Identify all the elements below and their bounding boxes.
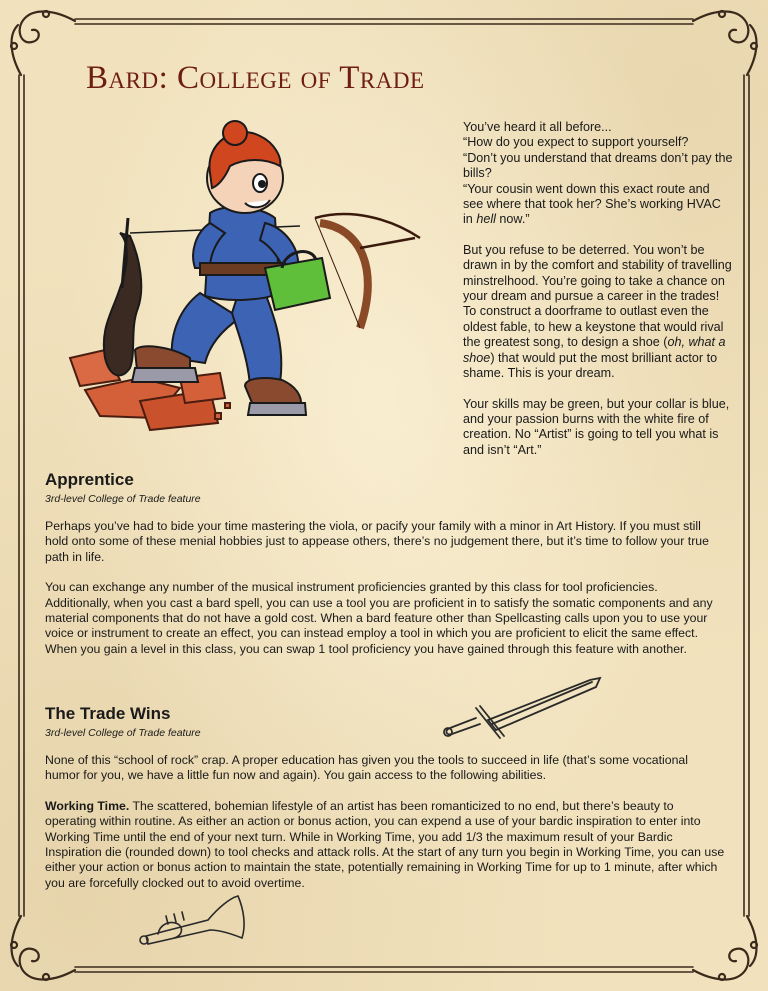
page-title: Bard: College of Trade xyxy=(86,60,425,96)
trade-wins-section xyxy=(45,704,725,906)
section-heading: The Trade Wins xyxy=(45,704,171,723)
corner-flourish-icon xyxy=(693,916,757,980)
intro-text-part: ) that would put the most brilliant actor to shame. This is your dream. xyxy=(463,350,718,381)
intro-line: You’ve heard it all before... xyxy=(463,120,612,134)
intro-text xyxy=(463,120,733,473)
working-time-paragraph xyxy=(45,799,725,891)
section-subtitle: 3rd-level College of Trade feature xyxy=(45,727,201,739)
section-subtitle: 3rd-level College of Trade feature xyxy=(45,493,201,505)
intro-quotes xyxy=(463,120,733,228)
intro-line: “How do you expect to support yourself? xyxy=(463,135,689,150)
crossbow xyxy=(315,214,420,328)
intro-line xyxy=(463,182,733,228)
intro-paragraph xyxy=(463,243,733,382)
character-head xyxy=(207,121,283,213)
section-paragraph: Perhaps you’ve had to bide your time mastering the viola, or pacify your family with a minor in Art History. If you must still hold onto some of these menial hobbies just to appease others, there’s no judgement there, but it’s time to follow your true path in life. xyxy=(45,519,709,564)
section-heading: Apprentice xyxy=(45,470,134,489)
intro-emphasis: oh, what a shoe xyxy=(463,335,726,365)
working-time-text: The scattered, bohemian lifestyle of an artist has been romanticized to no end, but there’s beauty to operating within routine. As either an action or bonus action, you can expend a use of your bardic inspiration to enter into Working Time until the end of your next turn. While in Working Time, you add 1/3 the maximum result of your Bardic Inspiration die (rounded down) to tool checks and attack rolls. At the start of any turn you begin in Working Time, you can use either your action or bonus action to maintain the state, potentially remaining in Working Time for up to 1 minute, after which you are forcefully clocked out to avoid overtime. xyxy=(45,798,725,890)
intro-paragraph: Your skills may be green, but your collar is blue, and your passion burns with the white fire of creation. No “Artist” is going to tell you what is and isn’t “Art.” xyxy=(463,396,730,457)
corner-flourish-icon xyxy=(693,11,757,75)
section-paragraph: You can exchange any number of the musical instrument proficiencies granted by this class for tool proficiencies. Additionally, when you cast a bard spell, you can use a tool you are proficient in to satisfy the somatic components and any material components that do not have a gold cost. When a bard feature other than Spellcasting calls upon you to use your voice or instrument to create an effect, you can instead employ a tool in which you are proficient to elicit the same effect. When you gain a level in this class, you can swap 1 tool proficiency you have gained through this feature with another. xyxy=(45,580,713,656)
corner-flourish-icon xyxy=(11,11,75,75)
working-time-label: Working Time. xyxy=(45,798,130,813)
intro-line-text: now.” xyxy=(495,212,530,227)
intro-text-part: But you refuse to be deterred. You won’t be drawn in by the comfort and stability of travelling minstrelhood. You’re going to take a chance on your dream and pursue a career in the trades! To construct a doorframe to outlast even the oldest fable, to hew a keystone that would rival the greatest song, to design a shoe ( xyxy=(463,242,732,350)
trumpet-icon xyxy=(138,890,250,952)
apprentice-section xyxy=(45,470,725,672)
intro-line-text: “Your cousin went down this exact route and see where that took her? She’s working HVAC in xyxy=(463,181,721,227)
intro-emphasis: hell xyxy=(476,212,496,227)
section-paragraph: None of this “school of rock” crap. A proper education has given you the tools to succeed in life (that’s some vocational humor for you, we have a little fun now and again). You gain access to the following abilities. xyxy=(45,753,688,783)
bard-illustration xyxy=(60,118,460,448)
intro-line: “Don’t you understand that dreams don’t pay the bills? xyxy=(463,150,733,181)
corner-flourish-icon xyxy=(11,916,75,980)
